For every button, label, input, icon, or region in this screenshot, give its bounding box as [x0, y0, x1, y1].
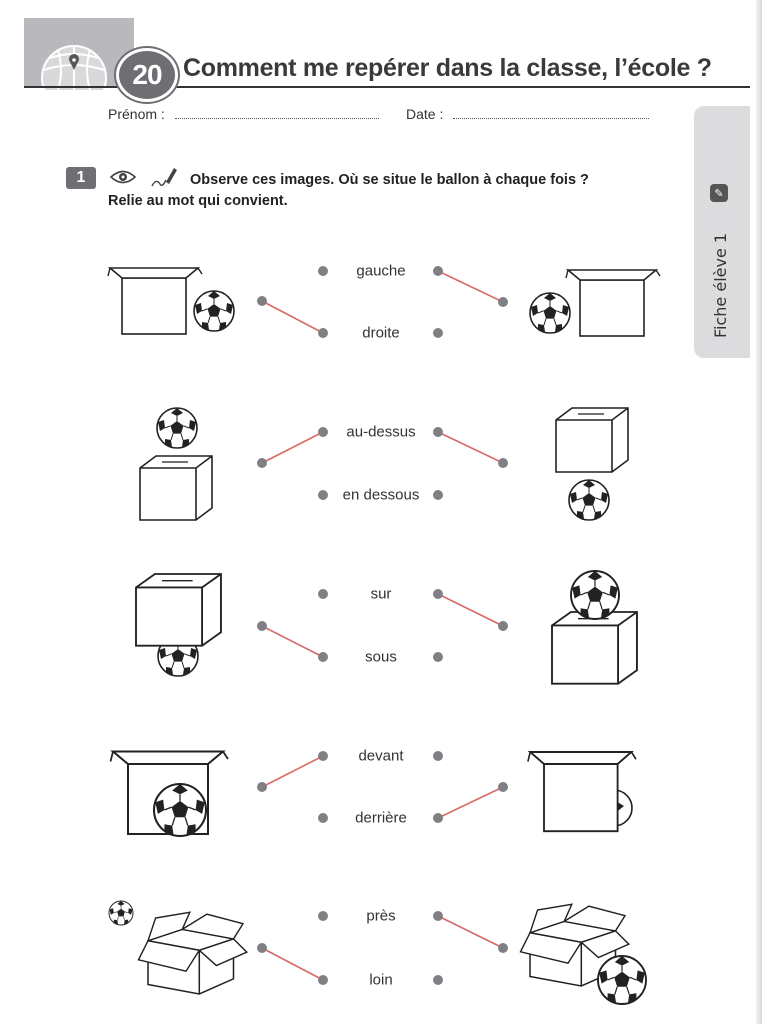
image-ball-under-box	[136, 574, 221, 676]
word-gauche: gauche	[356, 262, 406, 280]
word-sous: sous	[365, 648, 397, 666]
page-title: Comment me repérer dans la classe, l’école ?	[183, 54, 712, 82]
word-derriere: derrière	[355, 809, 407, 827]
connection-line	[438, 916, 503, 948]
word-sur: sur	[370, 585, 392, 603]
image-ball-far-from-box	[109, 901, 247, 994]
connection-line	[438, 271, 503, 302]
connection-line	[438, 432, 503, 463]
connection-line	[262, 756, 323, 787]
lesson-number-badge: 20	[116, 48, 178, 102]
connection-line	[438, 594, 503, 626]
word-loin: loin	[369, 971, 393, 989]
image-ball-in-front-of-box	[111, 752, 229, 837]
name-label: Prénom :	[108, 106, 165, 122]
side-tab-label: Fiche élève 1	[711, 232, 730, 338]
image-ball-below-box	[556, 408, 628, 520]
connection-line	[262, 626, 323, 657]
word-au-dessus: au-dessus	[346, 423, 416, 441]
image-ball-on-box	[552, 571, 637, 684]
date-label: Date :	[406, 106, 444, 122]
exercise-number-badge: 1	[66, 167, 96, 189]
connection-dots[interactable]	[257, 266, 508, 985]
connection-line	[262, 432, 323, 463]
word-devant: devant	[358, 747, 404, 765]
instruction-line-2: Relie au mot qui convient.	[108, 193, 288, 209]
word-droite: droite	[362, 324, 400, 342]
instruction-line-1: Observe ces images. Où se situe le ballon à chaque fois ?	[190, 172, 589, 188]
connection-line	[262, 948, 323, 980]
connection-line	[438, 787, 503, 818]
image-ball-near-box	[521, 904, 647, 1004]
word-en-dessous: en dessous	[342, 486, 420, 504]
image-ball-above-box	[140, 408, 212, 520]
connection-line	[262, 301, 323, 333]
word-pres: près	[366, 907, 396, 925]
image-box-ball-left	[530, 270, 660, 336]
image-box-ball-right	[108, 268, 234, 334]
image-ball-behind-box	[528, 752, 636, 831]
sheet-icon: ✎	[710, 184, 728, 202]
